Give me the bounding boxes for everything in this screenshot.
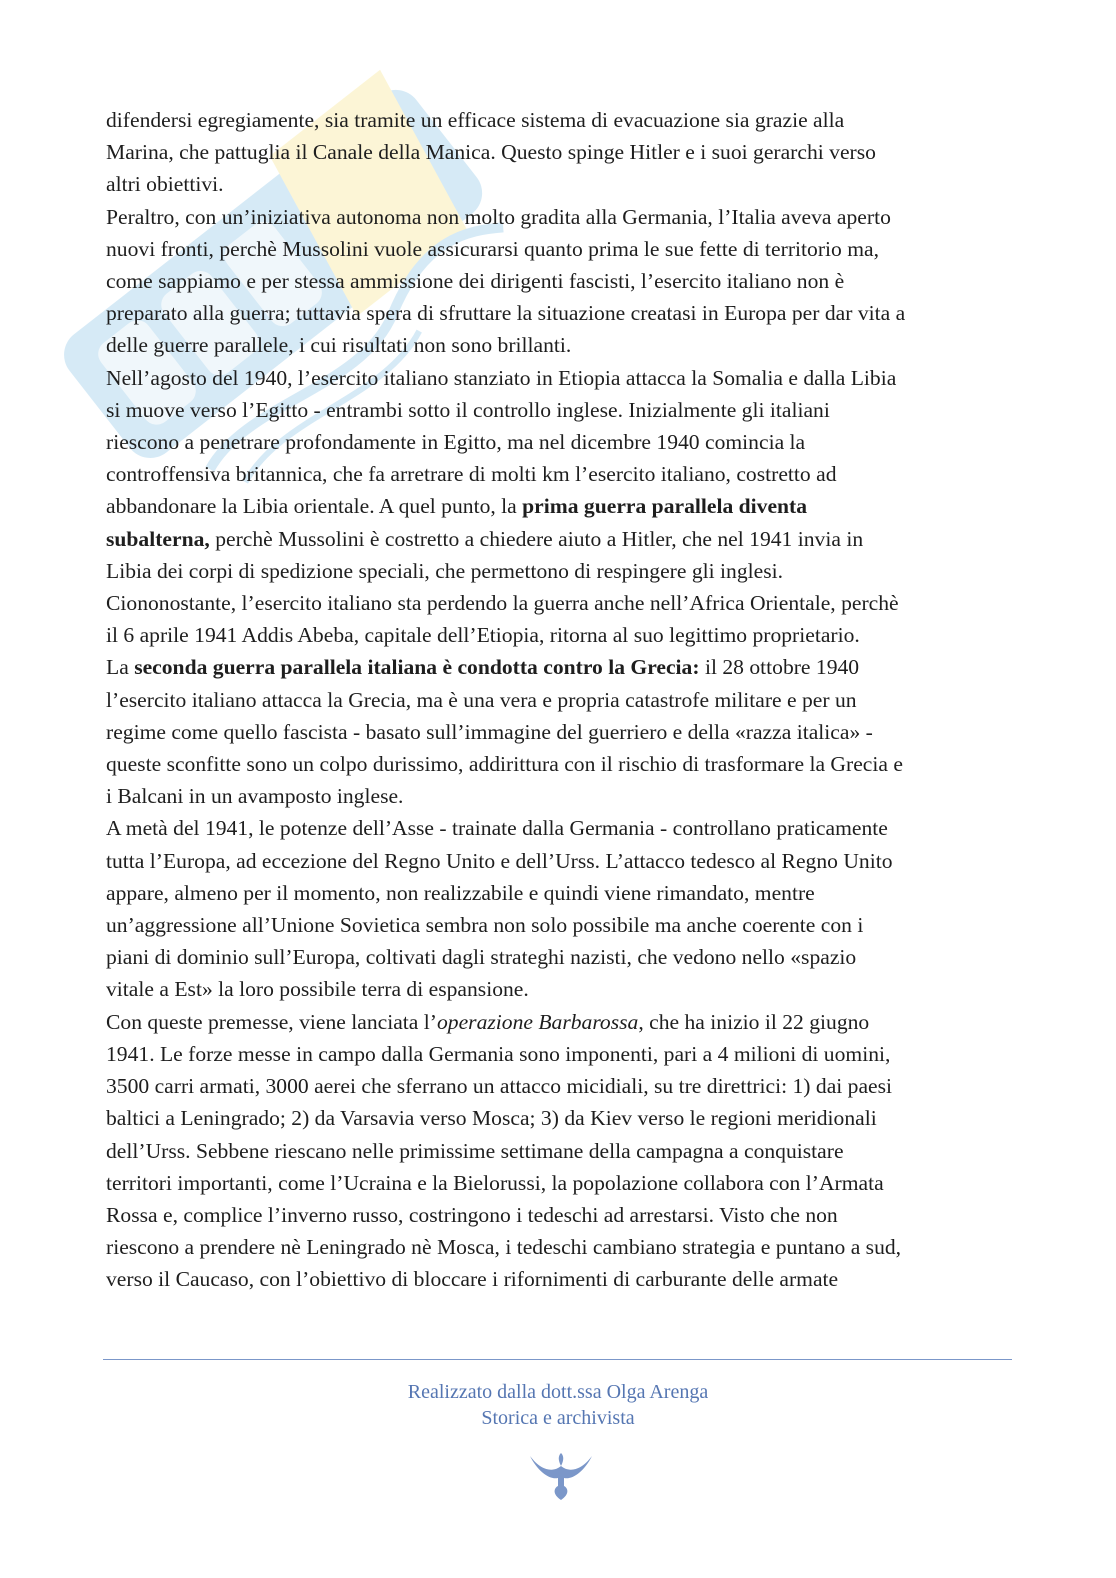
text-run: i Balcani in un avamposto inglese.: [106, 784, 404, 809]
text-run: Rossa e, complice l’inverno russo, costringono i tedeschi ad arrestarsi. Visto che non: [106, 1202, 838, 1227]
text-run: vitale a Est» la loro possibile terra di espansione.: [106, 977, 529, 1002]
text-run: altri obiettivi.: [106, 172, 224, 197]
text-line: [106, 458, 1012, 490]
paragraph: [106, 201, 1012, 362]
paragraph: [106, 1006, 1012, 1296]
text-run: un’aggressione all’Unione Sovietica sembra non solo possibile ma anche coerente con i: [106, 913, 864, 938]
text-line: [106, 1006, 1012, 1038]
fleuron-ornament-icon: [528, 1452, 594, 1502]
text-line: [106, 297, 1012, 329]
text-run: riescono a penetrare profondamente in Egitto, ma nel dicembre 1940 comincia la: [106, 430, 806, 455]
text-line: [106, 362, 1012, 394]
text-run: difendersi egregiamente, sia tramite un efficace sistema di evacuazione sia grazie alla: [106, 108, 845, 132]
text-run: l’esercito italiano attacca la Grecia, ma è una vera e propria catastrofe militare e per un: [106, 687, 857, 712]
text-run: il 28 ottobre 1940: [699, 655, 860, 680]
text-run: riescono a prendere nè Leningrado nè Mosca, i tedeschi cambiano strategia e puntano a sud,: [106, 1235, 902, 1260]
text-run: Con queste premesse, viene lanciata l’: [106, 1009, 437, 1034]
text-line: [106, 748, 1012, 780]
text-line: [106, 136, 1012, 168]
text-line: [106, 1070, 1012, 1102]
text-line: [106, 233, 1012, 265]
text-run: Nell’agosto del 1940, l’esercito italiano stanziato in Etiopia attacca la Somalia e dalla Libia: [106, 365, 897, 390]
text-run: regime come quello fascista - basato sull’immagine del guerriero e della «razza italica» -: [106, 719, 873, 744]
text-line: [106, 716, 1012, 748]
text-line: [106, 104, 1012, 136]
text-line: [106, 587, 1012, 619]
footer-divider: [103, 1359, 1012, 1360]
text-run: A metà del 1941, le potenze dell’Asse - trainate dalla Germania - controllano praticamente: [106, 816, 888, 841]
text-run: baltici a Leningrado; 2) da Varsavia verso Mosca; 3) da Kiev verso le regioni meridionali: [106, 1106, 877, 1131]
text-line: [106, 1167, 1012, 1199]
text-run: si muove verso l’Egitto - entrambi sotto il controllo inglese. Inizialmente gli italiani: [106, 397, 830, 422]
text-line: [106, 490, 1012, 522]
text-run: , che ha inizio il 22 giugno: [638, 1009, 870, 1034]
text-line: [106, 555, 1012, 587]
text-run: Peraltro, con un’iniziativa autonoma non molto gradita alla Germania, l’Italia aveva aperto: [106, 204, 891, 229]
text-run: 3500 carri armati, 3000 aerei che sferrano un attacco micidiali, su tre direttrici: 1) dai paesi: [106, 1074, 893, 1099]
text-run: queste sconfitte sono un colpo durissimo, addirittura con il rischio di trasformare la Grecia e: [106, 752, 903, 777]
text-line: [106, 684, 1012, 716]
text-line: [106, 1135, 1012, 1167]
text-run: verso il Caucaso, con l’obiettivo di bloccare i rifornimenti di carburante delle armate: [106, 1267, 839, 1292]
footer-role: Storica e archivista: [481, 1407, 635, 1429]
text-run: controffensiva britannica, che fa arretrare di molti km l’esercito italiano, costretto ad: [106, 462, 837, 487]
text-run: Libia dei corpi di spedizione speciali, che permettono di respingere gli inglesi.: [106, 558, 783, 583]
text-run: Ciononostante, l’esercito italiano sta perdendo la guerra anche nell’Africa Orientale, perchè: [106, 591, 899, 616]
text-line: [106, 845, 1012, 877]
footer-author: Realizzato dalla dott.ssa Olga Arenga: [407, 1381, 709, 1403]
text-run: nuovi fronti, perchè Mussolini vuole assicurarsi quanto prima le sue fette di territorio ma,: [106, 236, 879, 261]
text-run: piani di dominio sull’Europa, coltivati dagli strateghi nazisti, che vedono nello «spazio: [106, 945, 857, 970]
text-line: [106, 877, 1012, 909]
text-line: [106, 812, 1012, 844]
text-run: il 6 aprile 1941 Addis Abeba, capitale dell’Etiopia, ritorna al suo legittimo proprietario.: [106, 623, 860, 648]
text-run: preparato alla guerra; tuttavia spera di sfruttare la situazione creatasi in Europa per dar vita a: [106, 301, 906, 326]
text-run: territori importanti, come l’Ucraina e la Bielorussi, la popolazione collabora con l’Armata: [106, 1170, 884, 1195]
bold-text: seconda guerra parallela italiana è condotta contro la Grecia:: [134, 655, 700, 680]
italic-text: operazione Barbarossa: [436, 1009, 639, 1034]
text-run: abbandonare la Libia orientale. A quel punto, la: [106, 494, 523, 519]
paragraph: [106, 812, 1012, 1005]
text-line: [106, 201, 1012, 233]
text-run: perchè Mussolini è costretto a chiedere aiuto a Hitler, che nel 1941 invia in: [209, 526, 864, 551]
text-line: [106, 329, 1012, 361]
text-run: 1941. Le forze messe in campo dalla Germania sono imponenti, pari a 4 milioni di uomini,: [106, 1041, 891, 1066]
text-run: come sappiamo e per stessa ammissione dei dirigenti fascisti, l’esercito italiano non è: [106, 269, 845, 294]
text-line: [106, 941, 1012, 973]
text-run: Marina, che pattuglia il Canale della Manica. Questo spinge Hitler e i suoi gerarchi verso: [106, 140, 876, 165]
text-line: [106, 909, 1012, 941]
paragraph: [106, 362, 1012, 587]
paragraph: [106, 651, 1012, 812]
text-line: [106, 619, 1012, 651]
text-line: [106, 1038, 1012, 1070]
bold-text: subalterna,: [106, 526, 210, 551]
document-body: [106, 104, 1012, 1296]
text-line: [106, 265, 1012, 297]
text-line: [106, 1263, 1012, 1295]
text-line: [106, 1199, 1012, 1231]
paragraph: [106, 587, 1012, 651]
text-run: delle guerre parallele, i cui risultati non sono brillanti.: [106, 333, 572, 358]
text-line: [106, 780, 1012, 812]
text-run: appare, almeno per il momento, non realizzabile e quindi viene rimandato, mentre: [106, 880, 815, 905]
bold-text: prima guerra parallela diventa: [522, 494, 808, 519]
text-line: [106, 168, 1012, 200]
text-run: La: [106, 655, 135, 680]
text-line: [106, 1102, 1012, 1134]
text-run: dell’Urss. Sebbene riescano nelle primissime settimane della campagna a conquistare: [106, 1138, 844, 1163]
text-line: [106, 394, 1012, 426]
text-line: [106, 651, 1012, 683]
text-run: tutta l’Europa, ad eccezione del Regno Unito e dell’Urss. L’attacco tedesco al Regno Unito: [106, 848, 893, 873]
text-line: [106, 426, 1012, 458]
text-line: [106, 1231, 1012, 1263]
paragraph: [106, 104, 1012, 201]
text-line: [106, 973, 1012, 1005]
text-line: [106, 523, 1012, 555]
